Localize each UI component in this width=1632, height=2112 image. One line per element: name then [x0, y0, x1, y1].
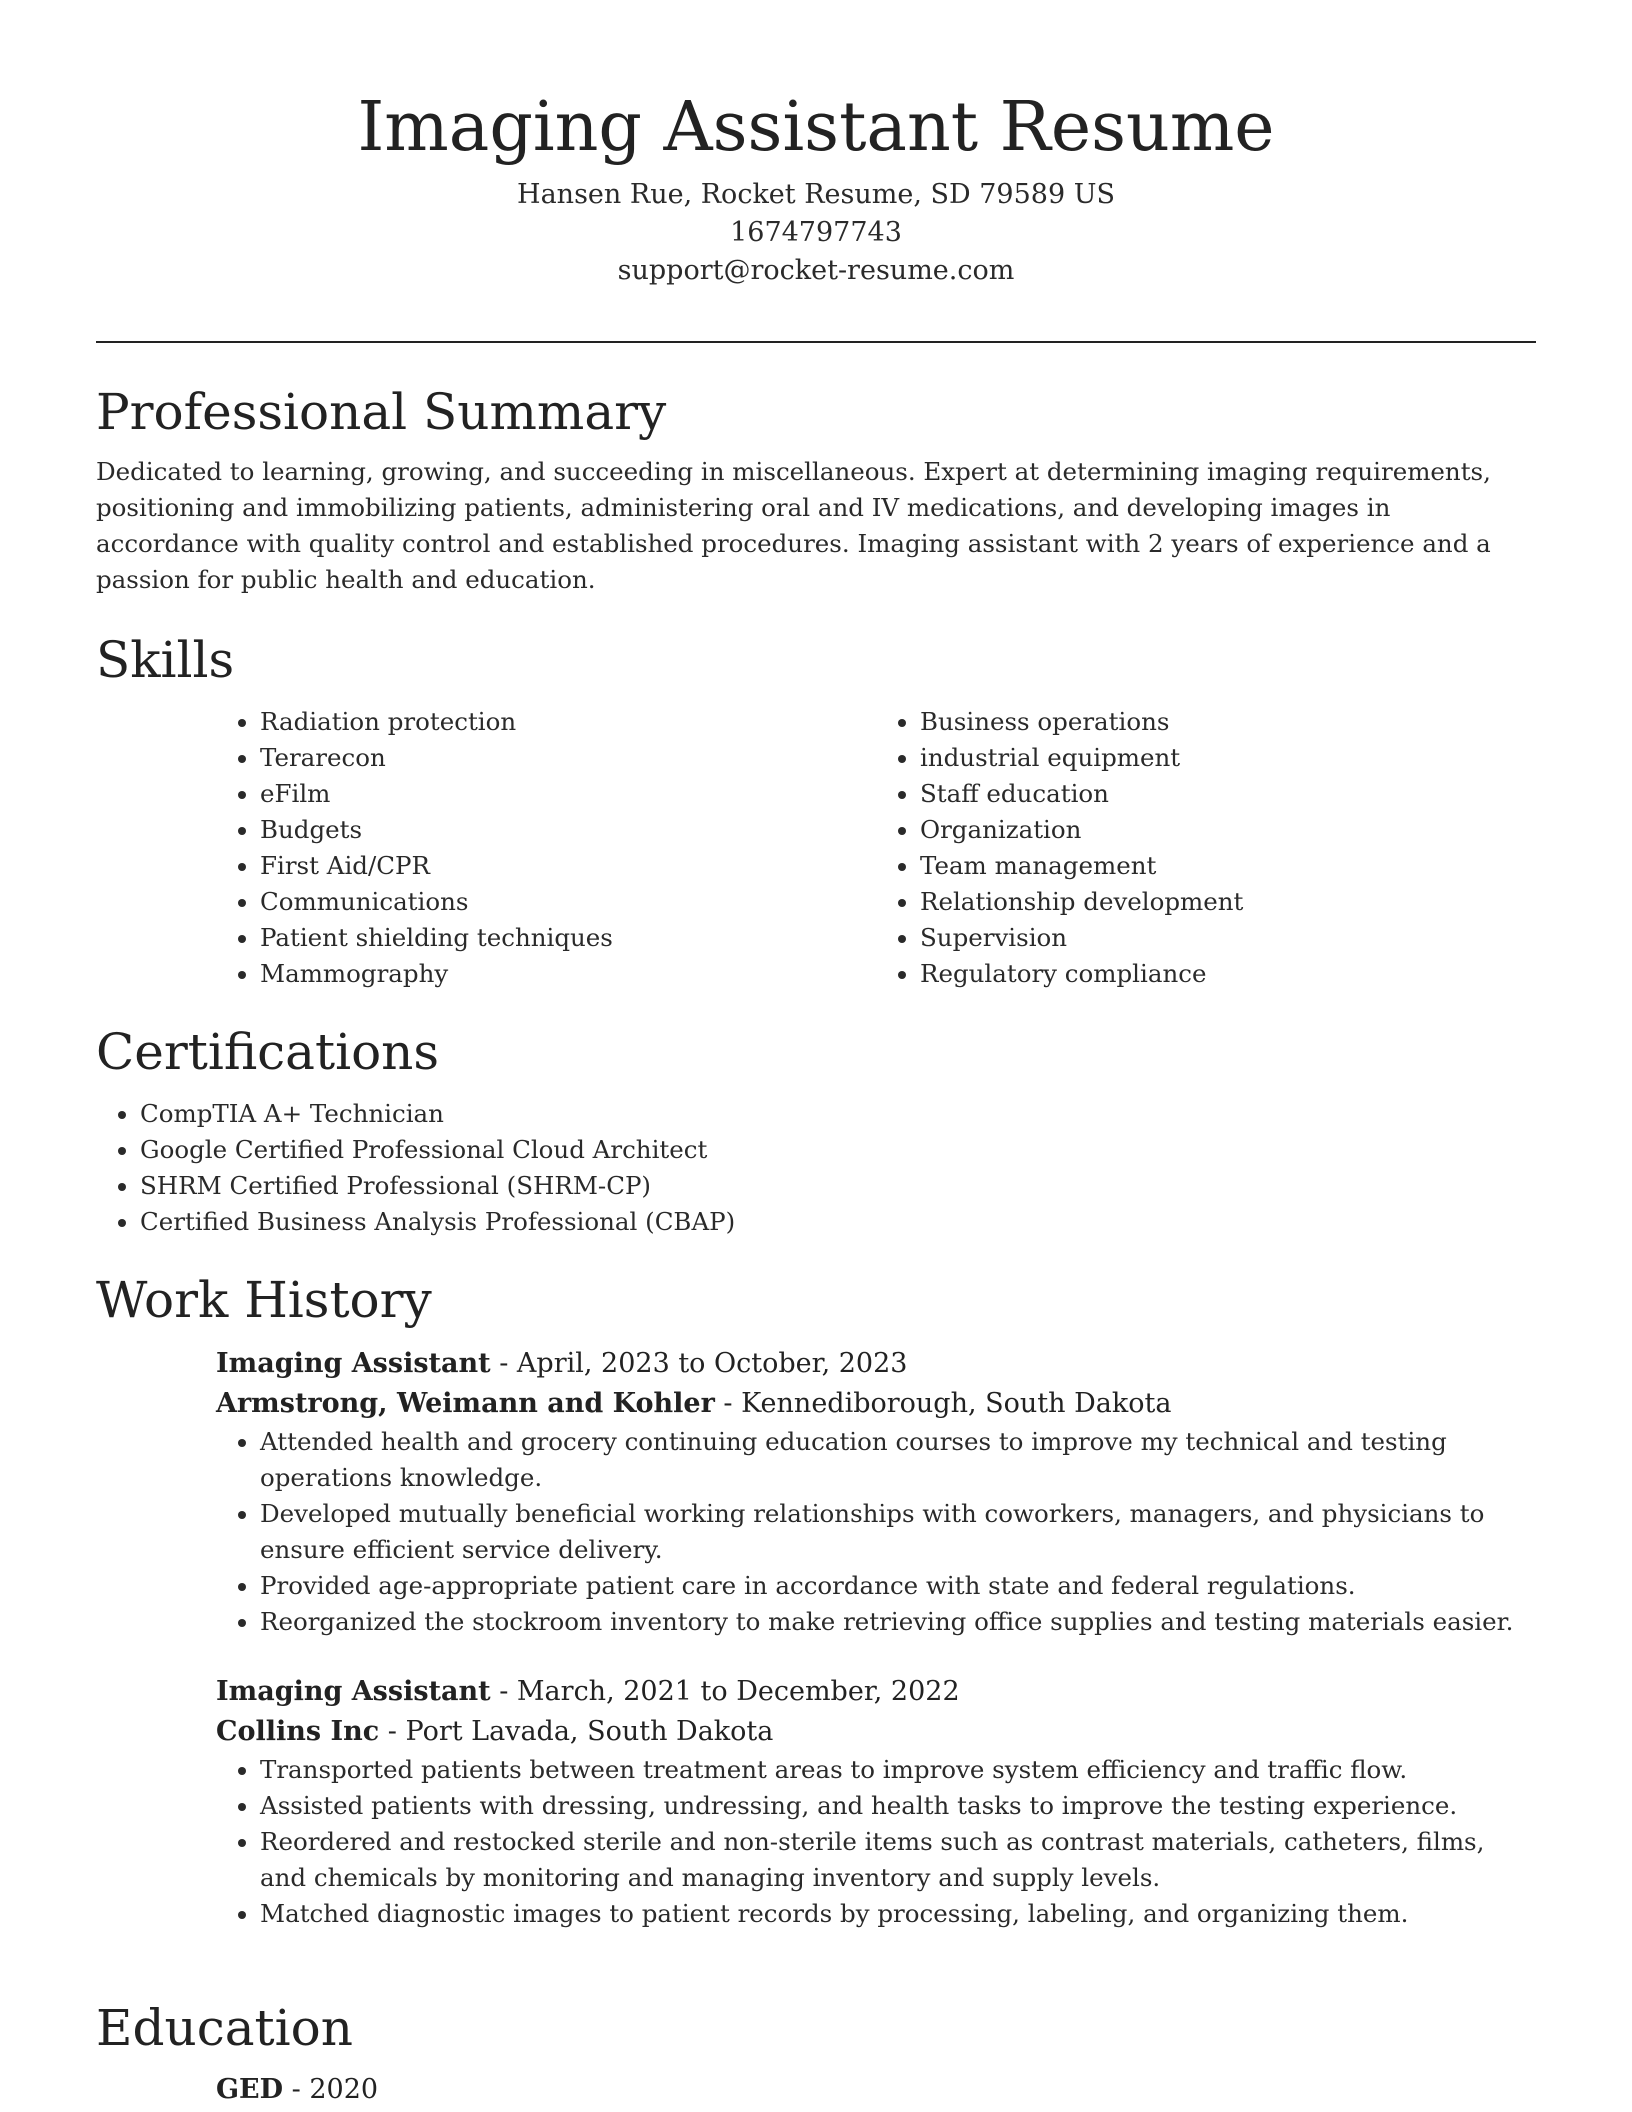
work-history-section [96, 1268, 1536, 1932]
certifications-heading: Certifications [96, 1023, 440, 1081]
job-title-line [216, 1344, 1536, 1384]
list-item: • Organization [920, 812, 1536, 848]
job-title: Imaging Assistant [216, 1676, 491, 1707]
summary-heading: Professional Summary [96, 383, 667, 441]
contact-email: support@rocket-resume.com [617, 255, 1015, 286]
job-bullets [216, 1752, 1536, 1932]
job-location: - Kennediborough, South Dakota [714, 1388, 1172, 1419]
list-item: • Assisted patients with dressing, undressing, and health tasks to improve the testing experience. [260, 1788, 1536, 1824]
list-item: • Radiation protection [260, 704, 876, 740]
summary-text: Dedicated to learning, growing, and succeeding in miscellaneous. Expert at determining imaging requirements, positioning and immobilizing patients, administering oral and IV medications, and developing images in accordance with quality control and established procedures. Imaging assistant with 2 years of experience and a passion for public health and education. [96, 457, 1491, 594]
job-dates: - April, 2023 to October, 2023 [490, 1348, 908, 1379]
skills-right-list [876, 704, 1536, 992]
list-item: • Matched diagnostic images to patient records by processing, labeling, and organizing them. [260, 1896, 1536, 1932]
job-company: Collins Inc [216, 1716, 380, 1747]
list-item: • Google Certified Professional Cloud Architect [140, 1132, 1536, 1168]
contact-address: Hansen Rue, Rocket Resume, SD 79589 US [517, 179, 1115, 210]
job-bullets [216, 1424, 1536, 1640]
certifications-section [96, 1020, 1536, 1240]
header-divider [96, 341, 1536, 343]
list-item: • industrial equipment [920, 740, 1536, 776]
list-item: • Budgets [260, 812, 876, 848]
list-item: • Mammography [260, 956, 876, 992]
list-item: • Patient shielding techniques [260, 920, 876, 956]
education-year: - 2020 [283, 2074, 379, 2105]
resume-header [0, 80, 1632, 290]
education-degree: GED [216, 2074, 284, 2105]
list-item: • Staff education [920, 776, 1536, 812]
list-item: • Communications [260, 884, 876, 920]
list-item: • eFilm [260, 776, 876, 812]
list-item: • Certified Business Analysis Professional (CBAP) [140, 1204, 1536, 1240]
job-title: Imaging Assistant [216, 1348, 491, 1379]
list-item: • Relationship development [920, 884, 1536, 920]
list-item: • Attended health and grocery continuing education courses to improve my technical and testing operations knowledge. [260, 1424, 1536, 1496]
skills-section [96, 628, 1536, 992]
list-item: • Provided age-appropriate patient care in accordance with state and federal regulations. [260, 1568, 1536, 1604]
education-heading: Education [96, 1999, 353, 2057]
list-item: • Team management [920, 848, 1536, 884]
job-title-line [216, 1672, 1536, 1712]
job-dates: - March, 2021 to December, 2022 [490, 1676, 960, 1707]
job-entry [216, 1344, 1536, 1640]
education-entry [216, 2070, 1536, 2110]
certifications-list [96, 1096, 1536, 1240]
list-item: • SHRM Certified Professional (SHRM-CP) [140, 1168, 1536, 1204]
list-item: • First Aid/CPR [260, 848, 876, 884]
skills-columns [216, 704, 1536, 992]
work-history-heading: Work History [96, 1271, 432, 1329]
list-item: • Reorganized the stockroom inventory to make retrieving office supplies and testing materials easier. [260, 1604, 1536, 1640]
page-title: Imaging Assistant Resume [357, 88, 1275, 167]
list-item: • Developed mutually beneficial working relationships with coworkers, managers, and physicians to ensure efficient service delivery. [260, 1496, 1536, 1568]
list-item: • Regulatory compliance [920, 956, 1536, 992]
list-item: • Reordered and restocked sterile and non-sterile items such as contrast materials, catheters, films, and chemicals by monitoring and managing inventory and supply levels. [260, 1824, 1536, 1896]
skills-left-list [216, 704, 876, 992]
job-entry [216, 1672, 1536, 1932]
job-company-line [216, 1712, 1536, 1752]
education-section [96, 1996, 1536, 2110]
skills-heading: Skills [96, 631, 235, 689]
list-item: • CompTIA A+ Technician [140, 1096, 1536, 1132]
list-item: • Business operations [920, 704, 1536, 740]
job-company-line [216, 1384, 1536, 1424]
list-item: • Transported patients between treatment areas to improve system efficiency and traffic flow. [260, 1752, 1536, 1788]
contact-phone: 1674797743 [730, 217, 902, 248]
job-company: Armstrong, Weimann and Kohler [216, 1388, 715, 1419]
list-item: • Supervision [920, 920, 1536, 956]
summary-section [96, 380, 1536, 598]
list-item: • Terarecon [260, 740, 876, 776]
job-location: - Port Lavada, South Dakota [379, 1716, 774, 1747]
